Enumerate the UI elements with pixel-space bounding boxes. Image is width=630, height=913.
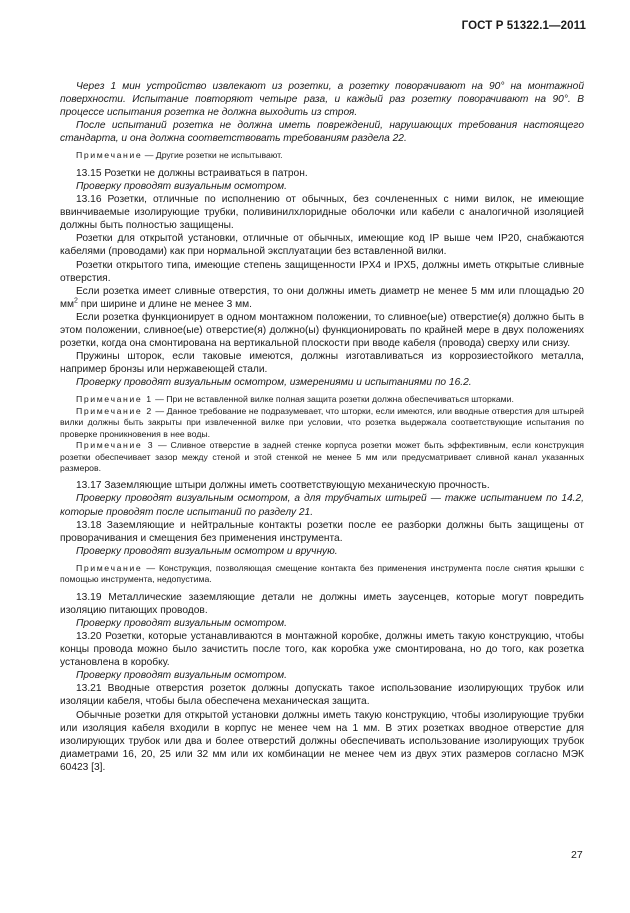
clause-13-17: 13.17 Заземляющие штыри должны иметь соответствующую механическую прочность. bbox=[76, 480, 490, 492]
paragraph: Если розетка функционирует в одном монтажном положении, то сливное(ые) отверстие(я) должно быть в этом положении, сливное(ые) отверстие(я) должно(ы) функционировать по крайней мере в двух положениях розетки, когда она смонтирована на вертикальной плоскости при вводе кабеля (провода) сверху или снизу. bbox=[60, 311, 584, 350]
note bbox=[60, 440, 584, 474]
note-text: — Данное требование не подразумевает, что шторки, если имеются, или вводные отверстия для штырей вилки должны быть закрыты при извлеченной вилке при условии, что розетка выдержала соответствующие испытания по проверке проникновения в нее воды. bbox=[60, 405, 584, 439]
paragraph: Проверку проводят визуальным осмотром, измерениями и испытаниями по 16.2. bbox=[76, 377, 472, 389]
paragraph: Обычные розетки для открытой установки должны иметь такую конструкцию, чтобы изолирующие трубки или изоляция кабеля входили в корпус не менее чем на 1 мм. В этих розетках вводное отверстие для изолирующих трубок или два и более отверстий должны обеспечивать использование изолирующих трубок диаметрами 16, 20, 25 или 32 мм или их комбинации не менее чем из двух этих размеров согласно МЭК 60423 [3]. bbox=[60, 709, 584, 773]
clause-13-18: 13.18 Заземляющие и нейтральные контакты розетки после ее разборки должны быть защищены от проворачивания и смещения без применения инструмента. bbox=[60, 519, 584, 544]
paragraph: Розетки открытого типа, имеющие степень защищенности IPX4 и IPX5, должны иметь открытые сливные отверстия. bbox=[60, 259, 584, 284]
clause-13-21: 13.21 Вводные отверстия розеток должны допускать такое использование изолирующих трубок или изоляции кабеля, чтобы была обеспечена механическая защита. bbox=[60, 683, 584, 708]
clause-13-15: 13.15 Розетки не должны встраиваться в патрон. bbox=[76, 167, 308, 179]
paragraph bbox=[60, 285, 584, 311]
paragraph: Проверку проводят визуальным осмотром и вручную. bbox=[76, 545, 338, 557]
note-label: Примечание 1 bbox=[76, 394, 153, 405]
paragraph: Пружины шторок, если таковые имеются, должны изготавливаться из коррозиестойкого металла, например бронзы или нержавеющей стали. bbox=[60, 351, 584, 376]
note-label: Примечание 3 bbox=[76, 440, 155, 451]
paragraph: Розетки для открытой установки, отличные от обычных, имеющие код IP выше чем IP20, снабжаются кабелями (проводами) как при нормальной эксплуатации без вставленной вилки. bbox=[60, 233, 584, 258]
paragraph: Проверку проводят визуальным осмотром. bbox=[76, 617, 287, 629]
note-label: Примечание 2 bbox=[76, 405, 153, 416]
text-fragment: Если розетка имеет сливные отверстия, то они должны иметь диаметр не менее 5 мм или площадью 20 мм bbox=[60, 285, 584, 310]
paragraph: После испытаний розетка не должна иметь повреждений, нарушающих требования настоящего стандарта, и она должна соответствовать требованиям раздела 22. bbox=[60, 120, 584, 145]
clause-13-20: 13.20 Розетки, которые устанавливаются в монтажной коробке, должны иметь такую конструкцию, чтобы концы провода можно было зачистить после того, как коробка уже смонтирована, но до того, как розетка установлена в коробку. bbox=[60, 630, 584, 669]
note bbox=[60, 394, 584, 405]
note-label: Примечание bbox=[76, 562, 143, 573]
document-code-header: ГОСТ Р 51322.1—2011 bbox=[461, 20, 586, 32]
clause-13-19: 13.19 Металлические заземляющие детали не должны иметь заусенцев, которые могут повредить изоляцию питающих проводов. bbox=[60, 591, 584, 616]
page-body bbox=[60, 80, 584, 774]
note bbox=[60, 150, 584, 161]
note bbox=[60, 563, 584, 586]
paragraph: Проверку проводят визуальным осмотром, а для трубчатых штырей — также испытанием по 14.2, которые проводят после испытаний по разделу 21. bbox=[60, 493, 584, 518]
note-text: — При не вставленной вилке полная защита розетки должна обеспечиваться шторками. bbox=[152, 394, 514, 405]
note bbox=[60, 406, 584, 440]
note-text: — Конструкция, позволяющая смещение контакта без применения инструмента после снятия крышки с помощью инструмента, недопустима. bbox=[60, 562, 584, 585]
note-label: Примечание bbox=[76, 150, 143, 161]
note-text: — Другие розетки не испытывают. bbox=[142, 150, 283, 161]
clause-13-16: 13.16 Розетки, отличные по исполнению от обычных, без сочлененных с ними вилок, не имеющие ввинчиваемые изолирующие трубки, поливинилхлоридные оболочки или кабели с аналогичной изоляцией должны быть полностью защищены. bbox=[60, 194, 584, 232]
text-fragment: при ширине и длине не менее 3 мм. bbox=[77, 298, 252, 310]
paragraph: Проверку проводят визуальным осмотром. bbox=[76, 180, 287, 192]
paragraph: Через 1 мин устройство извлекают из розетки, а розетку поворачивают на 90° на монтажной поверхности. Испытание повторяют четыре раза, и каждый раз розетку поворачивают на 90°. В процессе испытания розетка не должна выходить из строя. bbox=[60, 81, 584, 119]
paragraph: Проверку проводят визуальным осмотром. bbox=[76, 670, 287, 682]
note-text: — Сливное отверстие в задней стенке корпуса розетки может быть эффективным, если конструкция розетки обеспечивает зазор между стеной и этой стенкой не менее 5 мм или предусматривает сливной канал указанных размеров. bbox=[60, 440, 585, 473]
page-number: 27 bbox=[571, 849, 583, 861]
superscript: 2 bbox=[74, 297, 78, 305]
